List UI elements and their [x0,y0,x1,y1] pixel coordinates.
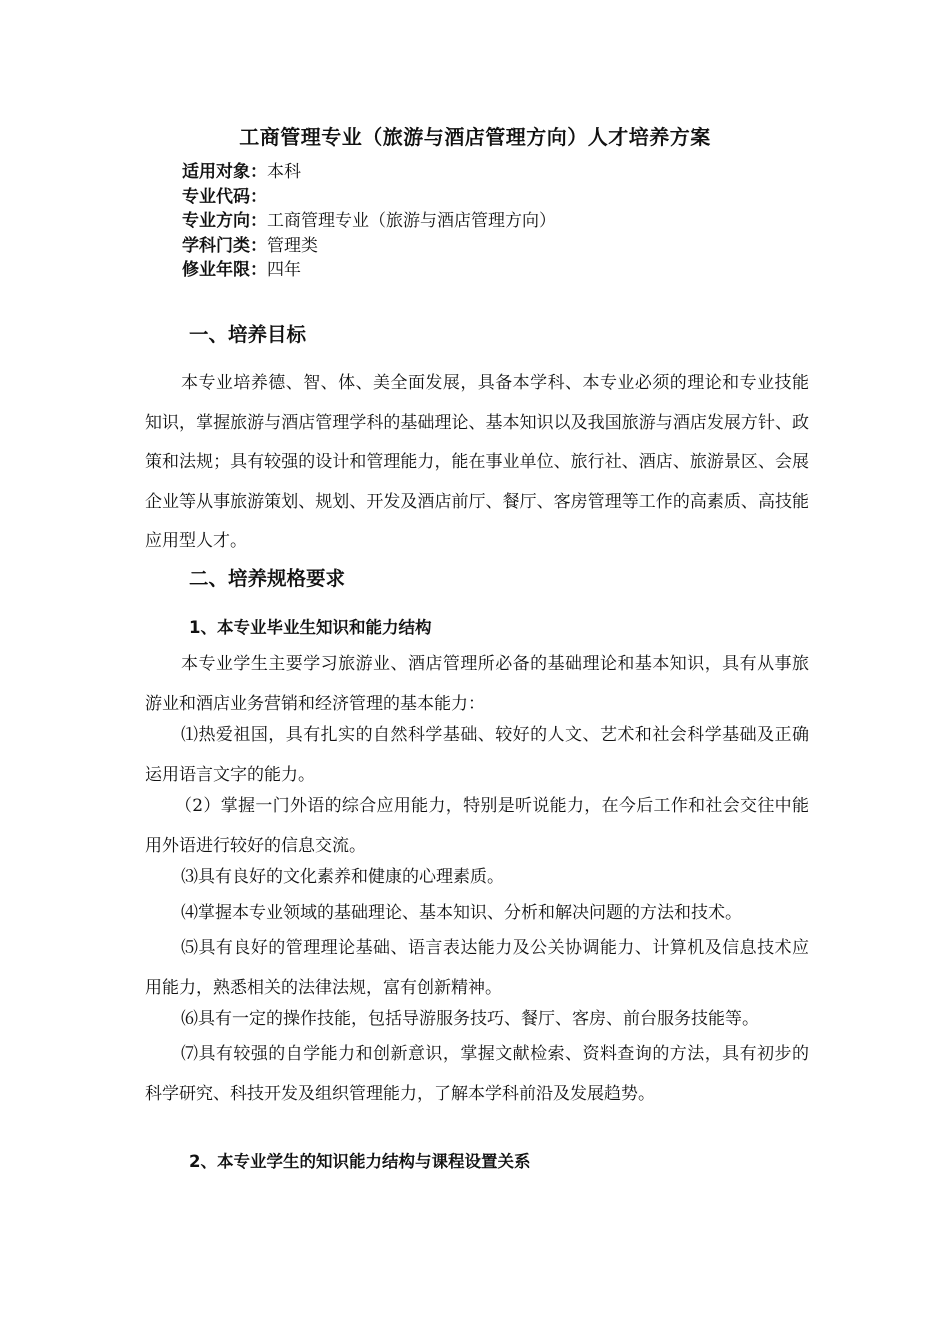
meta-value: 本科 [267,162,301,182]
goals-paragraph: 本专业培养德、智、体、美全面发展，具备本学科、本专业必须的理论和专业技能知识，掌握旅游与酒店管理学科的基础理论、基本知识以及我国旅游与酒店发展方针、政策和法规；具有较强的设计和管理能力，能在事业单位、旅行社、酒店、旅游景区、会展企业等从事旅游策划、规划、开发及酒店前厅、餐厅、客房管理等工作的高素质、高技能应用型人才。 [145,373,809,551]
meta-label: 修业年限： [182,260,267,280]
requirement-item-6: ⑹具有一定的操作技能，包括导游服务技巧、餐厅、客房、前台服务技能等。 [181,1009,759,1029]
section-heading-requirements: 二、培养规格要求 [189,567,346,590]
document-title: 工商管理专业（旅游与酒店管理方向）人才培养方案 [239,125,711,149]
requirement-item-1: ⑴热爱祖国，具有扎实的自然科学基础、较好的人文、艺术和社会科学基础及正确运用语言文字的能力。 [145,725,809,785]
meta-row-target [182,160,556,185]
program-info [182,160,556,283]
subsection-heading-structure: 1、本专业毕业生知识和能力结构 [189,618,432,637]
requirement-item-4: ⑷掌握本专业领域的基础理论、基本知识、分析和解决问题的方法和技术。 [181,903,742,923]
subsection-heading-curriculum: 2、本专业学生的知识能力结构与课程设置关系 [189,1152,531,1171]
structure-intro: 本专业学生主要学习旅游业、酒店管理所必备的基础理论和基本知识，具有从事旅游业和酒店业务营销和经济管理的基本能力： [145,654,809,714]
meta-value: 管理类 [267,235,318,256]
meta-label: 学科门类： [182,235,267,256]
meta-value: 四年 [267,260,301,280]
meta-label: 专业方向： [182,211,267,231]
meta-row-code [182,185,556,210]
requirement-item-5: ⑸具有良好的管理理论基础、语言表达能力及公关协调能力、计算机及信息技术应用能力，熟悉相关的法律法规，富有创新精神。 [145,938,809,998]
meta-row-category [182,234,556,259]
meta-label: 专业代码： [182,186,267,207]
meta-label: 适用对象： [182,162,267,182]
meta-value: 工商管理专业（旅游与酒店管理方向） [267,211,556,231]
meta-row-direction [182,209,556,234]
requirement-item-2: （2）掌握一门外语的综合应用能力，特别是听说能力，在今后工作和社会交往中能用外语进行较好的信息交流。 [145,796,809,856]
requirement-item-7: ⑺具有较强的自学能力和创新意识，掌握文献检索、资料查询的方法，具有初步的科学研究、科技开发及组织管理能力，了解本学科前沿及发展趋势。 [145,1044,809,1104]
meta-row-duration [182,258,556,283]
requirement-item-3: ⑶具有良好的文化素养和健康的心理素质。 [181,867,504,887]
section-heading-goals: 一、培养目标 [189,323,307,346]
